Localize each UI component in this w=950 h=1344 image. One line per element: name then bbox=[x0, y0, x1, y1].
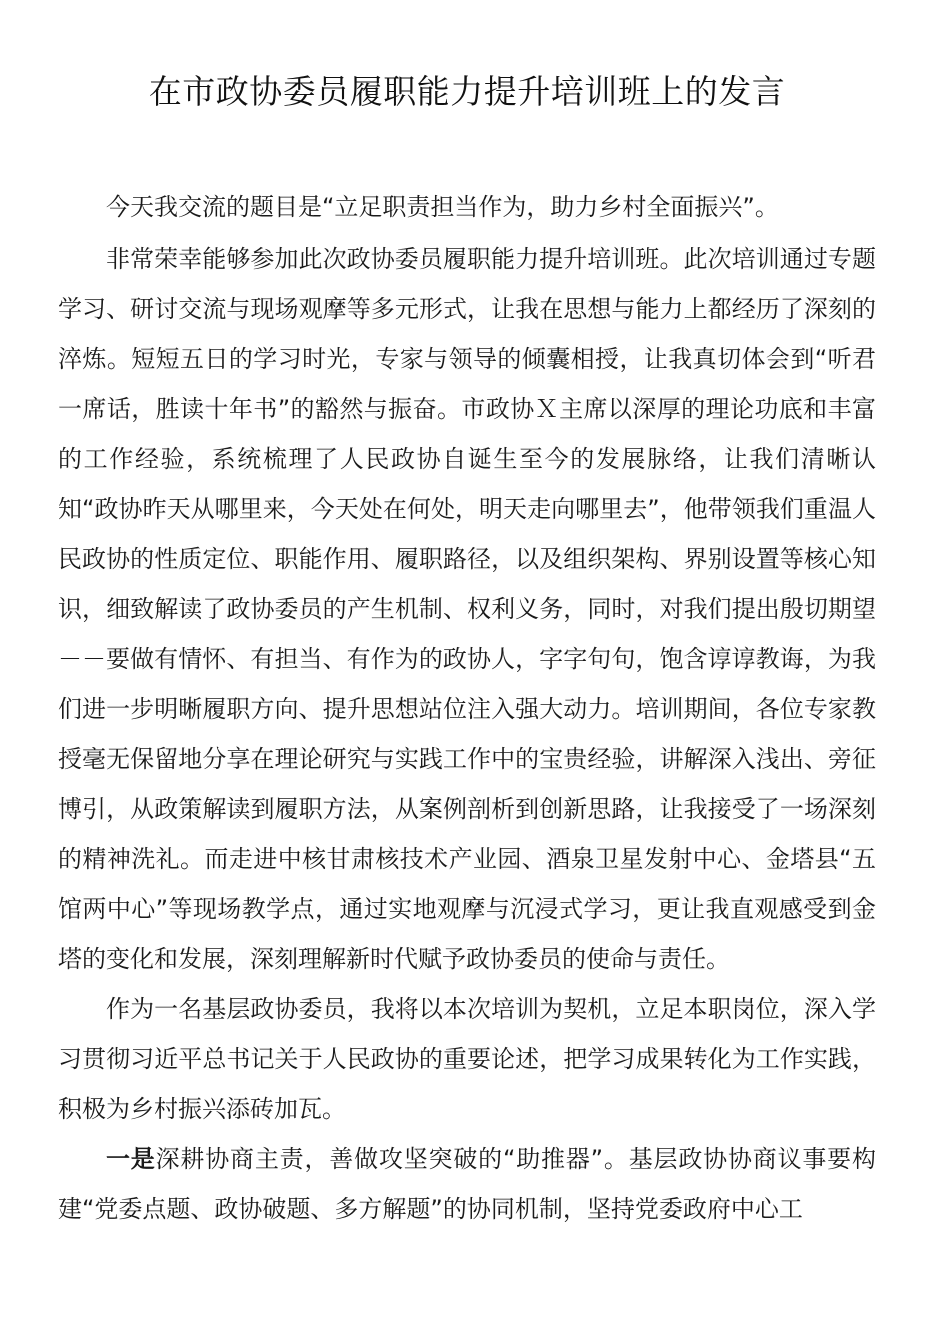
paragraph-topic-text: 今天我交流的题目是“立足职责担当作为，助力乡村全面振兴”。 bbox=[106, 193, 779, 221]
document-title: 在市政协委员履职能力提升培训班上的发言 bbox=[148, 72, 786, 111]
paragraph-training-reflection bbox=[58, 234, 876, 984]
paragraph-topic bbox=[58, 182, 876, 232]
document-body bbox=[58, 182, 876, 1234]
paragraph-commitment bbox=[58, 984, 876, 1134]
paragraph-point-one bbox=[58, 1134, 876, 1234]
paragraph-training-reflection-text: 非常荣幸能够参加此次政协委员履职能力提升培训班。此次培训通过专题学习、研讨交流与现场观摩等多元形式，让我在思想与能力上都经历了深刻的淬炼。短短五日的学习时光，专家与领导的倾囊相授，让我真切体会到“听君一席话，胜读十年书”的豁然与振奋。市政协Ｘ主席以深厚的理论功底和丰富的工作经验，系统梳理了人民政协自诞生至今的发展脉络，让我们清晰认知“政协昨天从哪里来，今天处在何处，明天走向哪里去”，他带领我们重温人民政协的性质定位、职能作用、履职路径，以及组织架构、界别设置等核心知识，细致解读了政协委员的产生机制、权利义务，同时，对我们提出殷切期望－－要做有情怀、有担当、有作为的政协人，字字句句，饱含谆谆教诲，为我们进一步明晰履职方向、提升思想站位注入强大动力。培训期间，各位专家教授毫无保留地分享在理论研究与实践工作中的宝贵经验，讲解深入浅出、旁征博引，从政策解读到履职方法，从案例剖析到创新思路，让我接受了一场深刻的精神洗礼。而走进中核甘肃核技术产业园、酒泉卫星发射中心、金塔县“五馆两中心”等现场教学点，通过实地观摩与沉浸式学习，更让我直观感受到金塔的变化和发展，深刻理解新时代赋予政协委员的使命与责任。 bbox=[58, 245, 876, 973]
paragraph-point-one-text: 深耕协商主责，善做攻坚突破的“助推器”。基层政协协商议事要构建“党委点题、政协破题、多方解题”的协同机制，坚持党委政府中心工 bbox=[58, 1145, 876, 1223]
point-one-lead: 一是 bbox=[106, 1145, 156, 1173]
paragraph-commitment-text: 作为一名基层政协委员，我将以本次培训为契机，立足本职岗位，深入学习贯彻习近平总书记关于人民政协的重要论述，把学习成果转化为工作实践，积极为乡村振兴添砖加瓦。 bbox=[58, 995, 876, 1123]
